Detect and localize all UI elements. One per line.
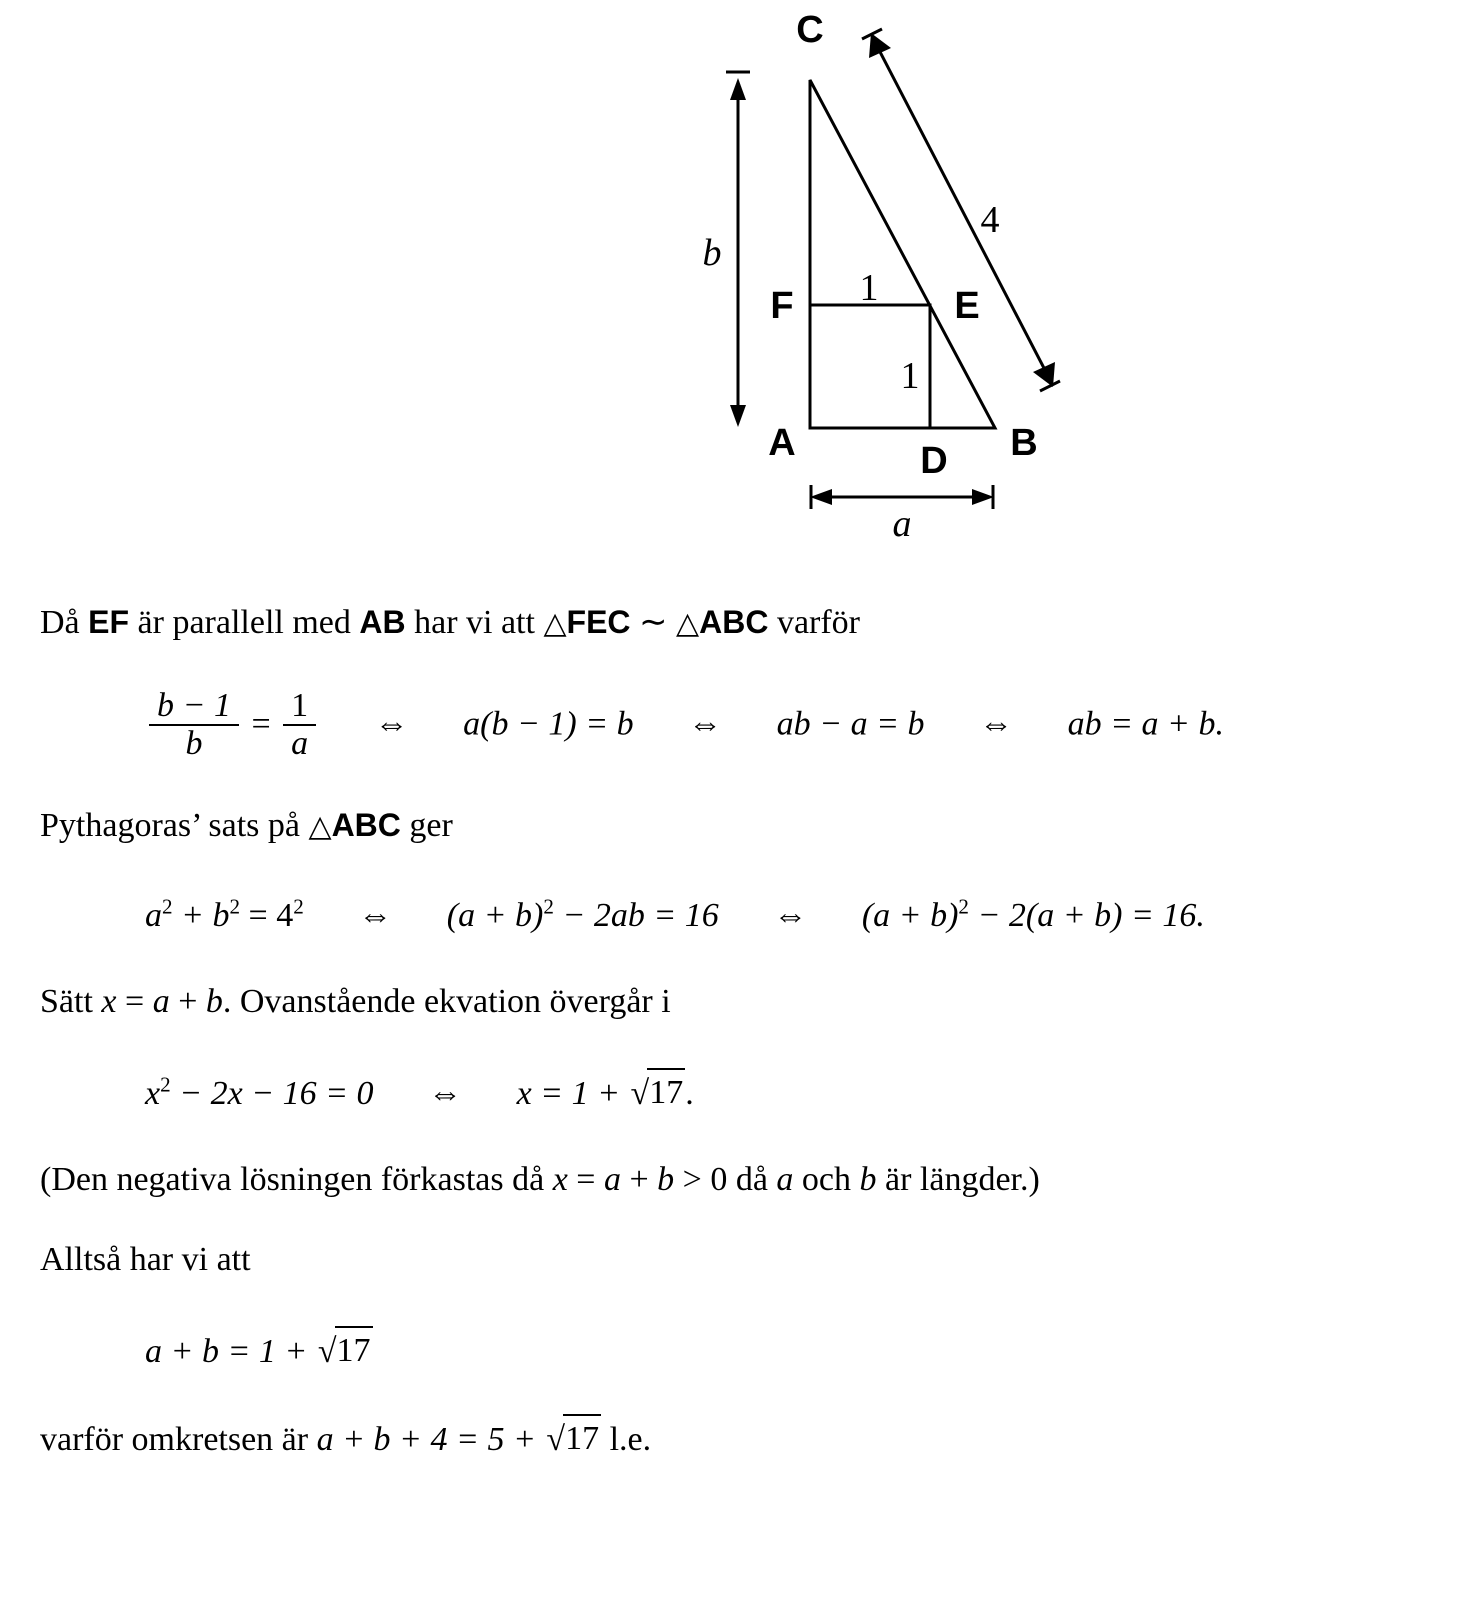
equation-term: + b [172,897,230,935]
text-fragment: l.e. [601,1420,652,1458]
equation-term: ab − a = b [776,705,925,743]
variable-a: a [152,983,170,1021]
figure-svg [0,0,1479,600]
equation-term: a + b + 4 = 5 + [316,1420,545,1458]
radicand: 17 [647,1068,685,1116]
triangle-symbol-icon: △ [543,607,567,640]
variable-x: x [552,1160,568,1198]
variable-b: b [657,1160,675,1198]
segment-ab-label: AB [359,604,406,640]
hypotenuse-dimension-arrow [859,29,1060,391]
iff-symbol: ⇔ [979,705,1014,743]
text-fragment: är längder.) [876,1160,1040,1198]
label-side-a: a [892,503,912,545]
text-fragment: Då [40,604,89,641]
exponent: 2 [293,894,304,919]
equation-term: a(b − 1) = b [463,705,634,743]
geometry-figure [0,0,1479,600]
square-root-17 [544,1415,601,1463]
equation-term: = 4 [240,897,294,935]
text-fragment: har vi att [405,604,544,641]
text-fragment: = [116,983,153,1021]
label-E: E [954,285,980,327]
square-root-17 [629,1069,686,1117]
fraction-1-over-a [283,688,316,761]
radical-sign-icon: √ [630,1074,650,1112]
text-fragment: + [169,983,206,1021]
text-fragment: > 0 då [674,1160,777,1198]
fraction-b-minus-1-over-b [149,688,239,761]
label-unit-top: 1 [859,267,879,309]
segment-ef-label: EF [88,604,130,640]
variable-x: x [101,983,117,1021]
paragraph-negative-root-note [0,1157,1479,1203]
equation-term: (a + b) [861,897,959,935]
text-fragment: varför [768,604,860,641]
variable-b: b [205,983,223,1021]
label-hypotenuse-4: 4 [980,199,1000,241]
text-fragment: = [567,1160,604,1198]
radical-sign-icon: √ [546,1420,566,1458]
variable-a: a [776,1160,794,1198]
similar-symbol-icon: ∼ [630,604,677,641]
fraction-numerator: b − 1 [157,686,231,724]
paragraph-perimeter [0,1415,1479,1463]
equation-similarity-ratio [0,686,1479,763]
iff-symbol: ⇔ [688,705,723,743]
exponent: 2 [229,894,241,919]
equation-term: x = 1 + [516,1074,629,1112]
b-dimension-arrow [726,72,750,428]
text-fragment: och [793,1160,860,1198]
text-fragment: är parallell med [129,604,360,641]
equation-sum-result [0,1327,1479,1375]
paragraph-conclusion-intro: Alltså har vi att [40,1240,251,1278]
square-root-17 [316,1327,373,1375]
radical-sign-icon: √ [317,1332,337,1370]
iff-symbol: ⇔ [428,1074,463,1112]
exponent: 2 [162,894,173,919]
equation-term: − 2x − 16 = 0 [170,1074,374,1112]
variable-b: b [859,1160,877,1198]
radicand: 17 [563,1414,601,1462]
fraction-numerator: 1 [291,686,309,724]
text-fragment: Pythagoras’ sats på [40,807,309,845]
text-fragment: ger [400,807,453,845]
text-fragment: . [685,1074,694,1112]
fraction-denominator: b [149,724,239,762]
exponent: 2 [160,1072,171,1097]
equation-pythagoras [0,893,1479,939]
iff-symbol: ⇔ [358,897,393,935]
label-F: F [770,285,794,327]
equation-term: − 2(a + b) = 16. [968,897,1205,935]
triangle-abc-label: ABC [699,604,769,640]
triangle-abc-label: ABC [331,807,401,844]
triangle-fec-label: FEC [566,604,631,640]
text-fragment: (Den negativa lösningen förkastas då [40,1160,553,1198]
equation-term: a [145,897,162,935]
paragraph-similarity [0,600,1479,646]
variable-a: a [603,1160,621,1198]
fraction-denominator: a [283,724,316,762]
equation-term: ab = a + b. [1067,705,1224,743]
text-fragment: varför omkretsen är [40,1420,317,1458]
label-A: A [768,422,796,464]
equation-term: x [145,1074,161,1112]
triangle-symbol-icon: △ [676,607,700,640]
proof-body [0,600,1479,1472]
triangle-symbol-icon: △ [308,810,332,844]
exponent: 2 [543,894,554,919]
label-B: B [1010,422,1038,464]
paragraph-pythagoras [0,803,1479,849]
label-unit-inner: 1 [900,355,920,397]
label-D: D [920,440,948,482]
text-fragment: Sätt [40,983,102,1021]
iff-symbol: ⇔ [374,705,409,743]
radicand: 17 [335,1326,373,1374]
equation-term: a + b = 1 + [145,1332,316,1370]
text-fragment: . Ovanstående ekvation övergår i [222,983,671,1021]
label-side-b: b [702,232,722,274]
text-fragment: + [620,1160,658,1198]
exponent: 2 [958,894,969,919]
equation-term: − 2ab = 16 [553,897,719,935]
equation-term: (a + b) [446,897,544,935]
equals-symbol: = [251,705,271,743]
paragraph-substitution [0,979,1479,1025]
label-C: C [796,9,824,51]
iff-symbol: ⇔ [773,897,808,935]
equation-quadratic [0,1069,1479,1117]
